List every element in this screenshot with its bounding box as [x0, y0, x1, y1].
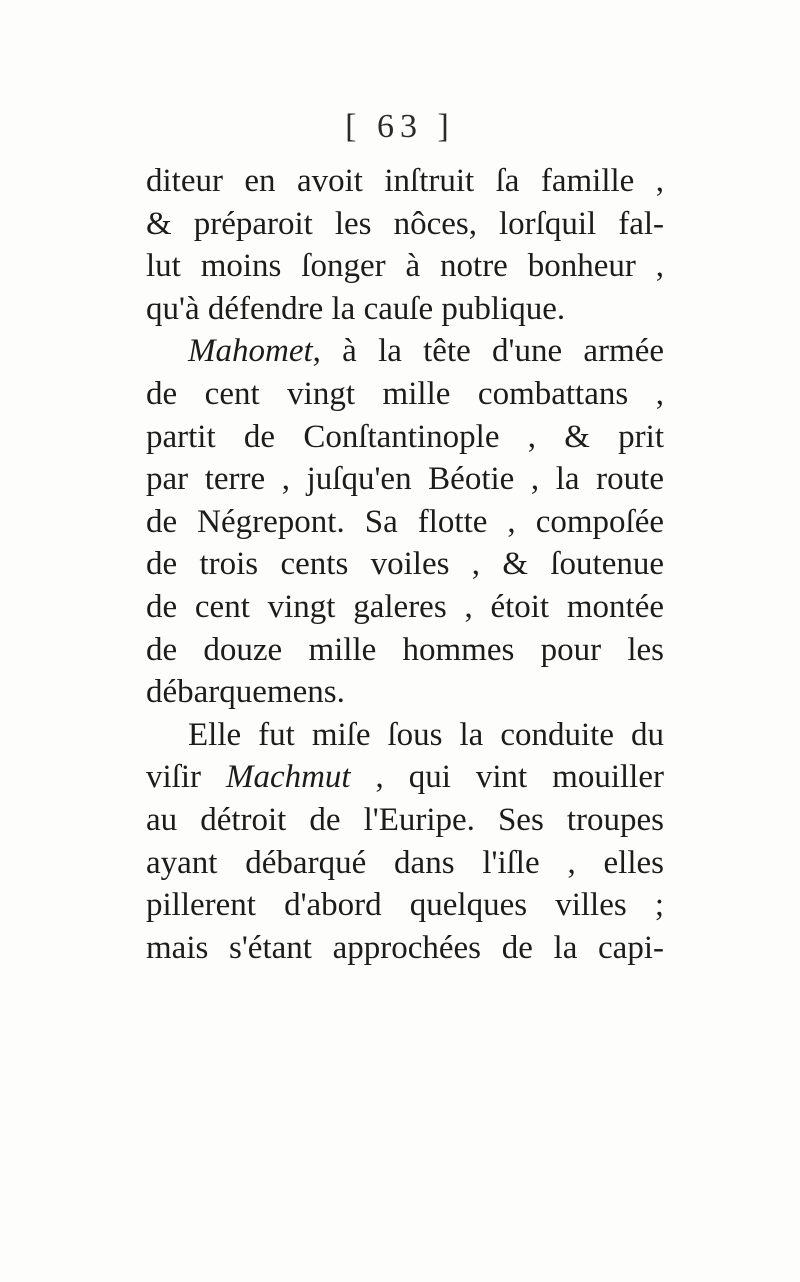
text-line: partit de Conſtantinople , & prit	[146, 418, 664, 455]
text-line: de Négrepont. Sa flotte , compoſée	[146, 503, 664, 540]
text-line: Elle fut miſe ſous la conduite du	[188, 716, 664, 753]
text-line: débarquemens.	[146, 674, 345, 711]
paragraph-3	[146, 714, 664, 970]
text-line: de cent vingt galeres , étoit montée	[146, 588, 664, 625]
text-line: qu'à défendre la cauſe publique.	[146, 290, 566, 327]
text-line: & préparoit les nôces, lorſquil fal-	[146, 205, 664, 242]
italic-name: Mahomet	[188, 333, 313, 370]
text-line: pillerent d'abord quelques villes ;	[146, 887, 664, 924]
text-line: par terre , juſqu'en Béotie , la route	[146, 461, 664, 498]
text-line: mais s'étant approchées de la capi-	[146, 929, 664, 966]
text-line: au détroit de l'Euripe. Ses troupes	[146, 801, 664, 838]
text-line: diteur en avoit inſtruit ſa famille ,	[146, 163, 664, 199]
text-line: Mahomet, à la tête d'une armée	[188, 333, 664, 370]
paragraph-1	[146, 160, 664, 330]
text-line: de douze mille hommes pour les	[146, 631, 664, 668]
page-number: [ 63 ]	[345, 108, 455, 145]
text-line: lut moins ſonger à notre bonheur ,	[146, 248, 664, 285]
text-line: ayant débarqué dans l'iſle , elles	[146, 844, 664, 881]
text-line: viſir Machmut , qui vint mouiller	[146, 759, 664, 796]
body-text	[146, 160, 664, 969]
text-line: de cent vingt mille combattans ,	[146, 375, 664, 412]
italic-name: Machmut	[225, 759, 351, 796]
text-line: de trois cents voiles , & ſoutenue	[146, 546, 664, 583]
paragraph-2	[146, 330, 664, 713]
